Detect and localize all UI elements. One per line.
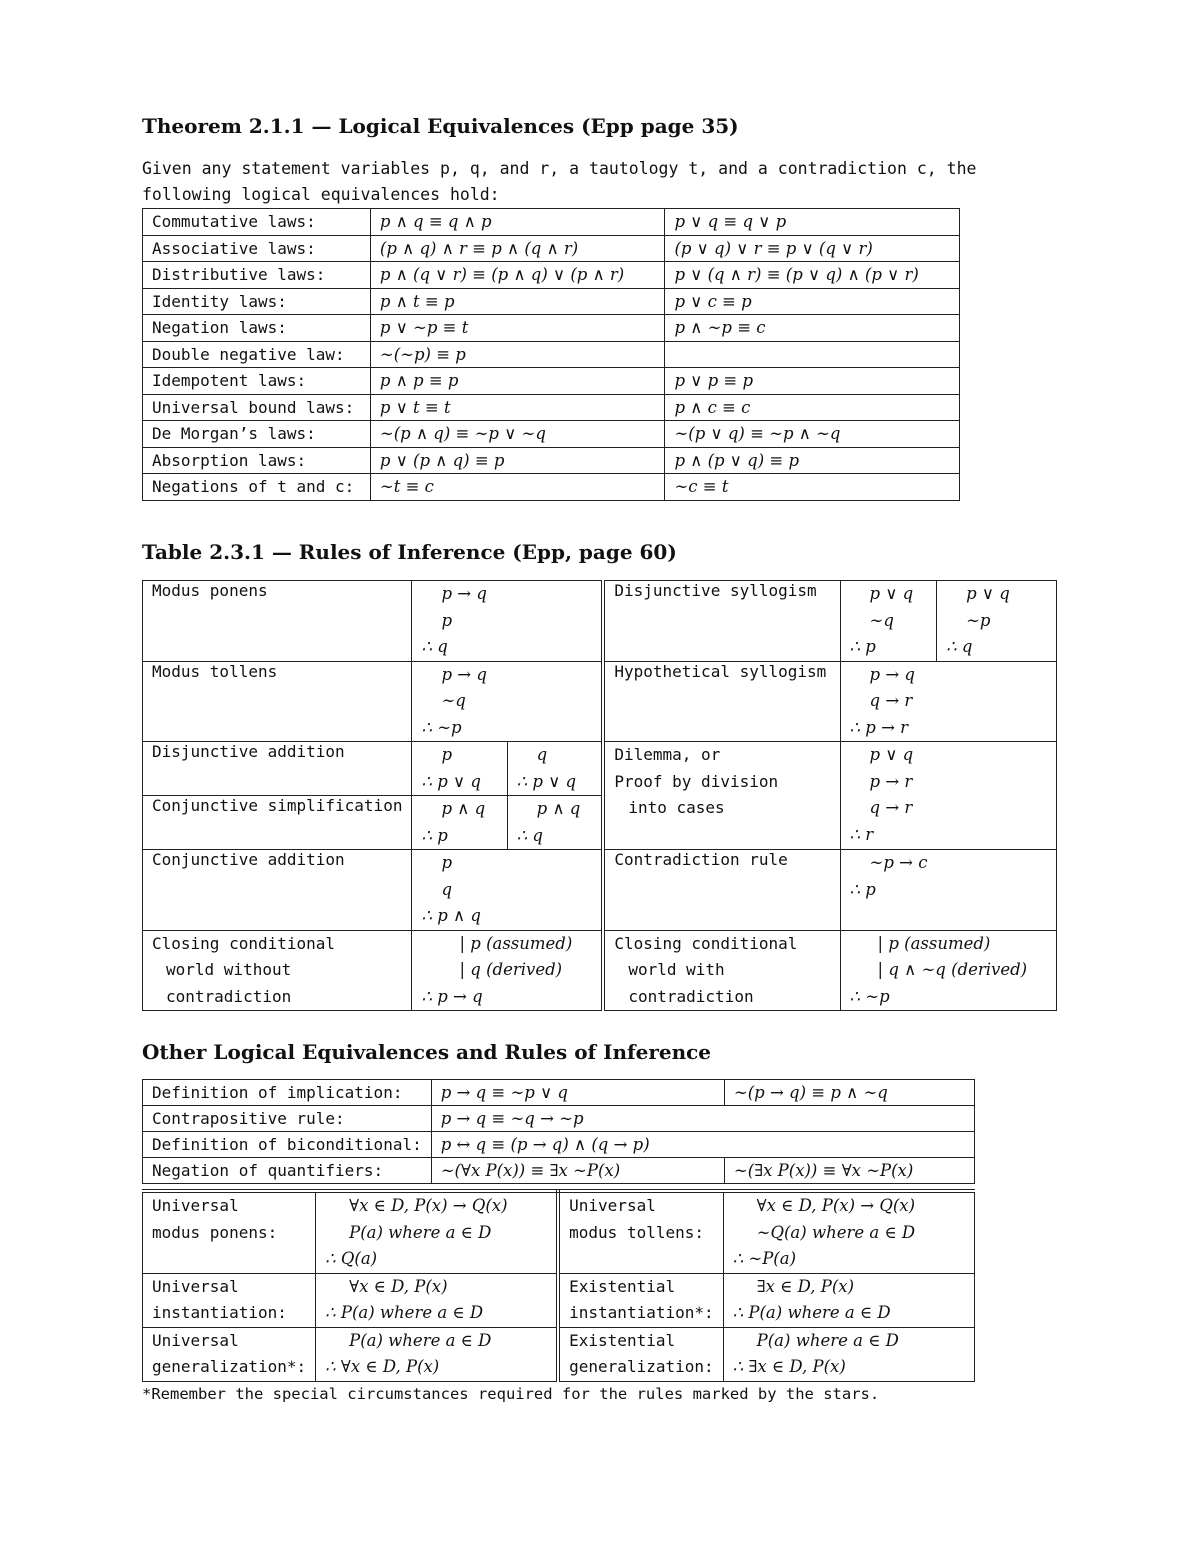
law-right: ∼(p ∨ q) ≡ ∼p ∧ ∼q bbox=[665, 421, 960, 448]
rule-conclusion: ∴ p bbox=[849, 879, 876, 899]
rule-conclusion: ∴ p → q bbox=[421, 986, 483, 1006]
disjunctive-addition-form-b bbox=[507, 742, 603, 796]
disjunctive-syllogism-form-b bbox=[937, 581, 1057, 662]
closing-with-label bbox=[603, 930, 840, 1011]
rule-line: q → r bbox=[869, 691, 913, 710]
rule-line: P(a) where a ∈ D bbox=[756, 1330, 899, 1350]
law-row bbox=[143, 209, 960, 236]
rule-line: | q (derived) bbox=[459, 960, 563, 979]
law-right: p ∧ c ≡ c bbox=[665, 394, 960, 421]
closing-without-label bbox=[143, 930, 412, 1011]
universal-inst-form bbox=[316, 1273, 559, 1327]
def-biconditional-label: Definition of biconditional: bbox=[143, 1132, 432, 1158]
rule-conclusion: ∴ q bbox=[946, 637, 973, 656]
rule-conclusion: ∴ Q(a) bbox=[325, 1249, 378, 1268]
dilemma-label bbox=[603, 742, 840, 850]
contradiction-rule-form bbox=[840, 850, 1056, 931]
label-line: into cases bbox=[628, 798, 725, 817]
law-right bbox=[665, 341, 960, 368]
rule-line: p → q bbox=[441, 664, 487, 684]
label-line: Universal bbox=[152, 1276, 239, 1296]
other-equivalences-table bbox=[142, 1079, 975, 1184]
universal-inst-label bbox=[143, 1273, 316, 1327]
label-line: instantiation: bbox=[152, 1303, 287, 1322]
negation-quantifiers-right: ∼(∃x P(x)) ≡ ∀x ∼P(x) bbox=[724, 1158, 974, 1184]
rule-conclusion: ∴ p bbox=[849, 637, 876, 656]
law-row bbox=[143, 368, 960, 395]
label-line: modus tollens: bbox=[569, 1222, 704, 1242]
label-line: generalization*: bbox=[152, 1357, 307, 1376]
law-right: p ∨ q ≡ q ∨ p bbox=[665, 209, 960, 236]
def-implication-label: Definition of implication: bbox=[143, 1080, 432, 1106]
def-implication-left: p → q ≡ ∼p ∨ q bbox=[431, 1080, 724, 1106]
rule-conclusion: ∴ q bbox=[421, 637, 448, 656]
existential-inst-form bbox=[723, 1273, 974, 1327]
disjunctive-syllogism-form-a bbox=[840, 581, 937, 662]
inference-title: Table 2.3.1 — Rules of Inference (Epp, page 60) bbox=[142, 540, 677, 564]
law-name: Commutative laws: bbox=[143, 209, 371, 236]
rule-conclusion: ∴ ∀x ∈ D, P(x) bbox=[325, 1357, 440, 1376]
universal-mp-form bbox=[316, 1191, 559, 1273]
footnote: *Remember the special circumstances required for the rules marked by the stars. bbox=[142, 1385, 880, 1403]
rule-conclusion: ∴ q bbox=[516, 825, 543, 845]
label-line: instantiation*: bbox=[569, 1303, 714, 1322]
rule-line: ∼Q(a) where a ∈ D bbox=[756, 1222, 916, 1242]
contrapositive-value: p → q ≡ ∼q → ∼p bbox=[431, 1106, 974, 1132]
label-line: world with bbox=[628, 960, 725, 979]
label-line: Closing conditional bbox=[152, 933, 336, 953]
rule-conclusion: ∴ P(a) where a ∈ D bbox=[325, 1303, 484, 1322]
law-row bbox=[143, 421, 960, 448]
universal-gen-label bbox=[143, 1327, 316, 1381]
rule-conclusion: ∴ r bbox=[849, 824, 874, 844]
label-line: Closing conditional bbox=[614, 933, 798, 953]
law-row bbox=[143, 447, 960, 474]
rule-line: ∃x ∈ D, P(x) bbox=[756, 1276, 855, 1296]
conjunctive-simplification-form-a bbox=[412, 796, 507, 850]
rule-line: p ∨ q bbox=[966, 584, 1010, 603]
law-name: Absorption laws: bbox=[143, 447, 371, 474]
label-line: contradiction bbox=[628, 986, 754, 1006]
existential-gen-form bbox=[723, 1327, 974, 1381]
rule-line: | p (assumed) bbox=[459, 933, 573, 953]
contrapositive-label: Contrapositive rule: bbox=[143, 1106, 432, 1132]
rule-line: p ∧ q bbox=[441, 799, 486, 818]
universal-mt-form bbox=[723, 1191, 974, 1273]
universal-mt-label bbox=[558, 1191, 723, 1273]
def-implication-right: ∼(p → q) ≡ p ∧ ∼q bbox=[724, 1080, 974, 1106]
law-right: p ∨ p ≡ p bbox=[665, 368, 960, 395]
label-line: Existential bbox=[569, 1330, 676, 1350]
law-name: Distributive laws: bbox=[143, 262, 371, 289]
theorem-intro: Given any statement variables p, q, and r, a tautology t, and a contradiction c, the following logical equivalences hold: bbox=[142, 159, 977, 204]
rule-conclusion: ∴ p bbox=[421, 825, 448, 845]
rule-line: ∼q bbox=[441, 691, 466, 710]
rule-line: ∼q bbox=[869, 610, 894, 630]
rule-line: q bbox=[441, 879, 453, 899]
rule-conclusion: ∴ p ∨ q bbox=[421, 771, 481, 791]
rule-line: q bbox=[536, 745, 548, 764]
quantifier-rules-table bbox=[142, 1189, 975, 1382]
rule-line: p ∨ q bbox=[869, 584, 914, 603]
contradiction-rule-label: Contradiction rule bbox=[603, 850, 840, 931]
rule-conclusion: ∴ ∃x ∈ D, P(x) bbox=[732, 1357, 846, 1376]
rule-line: ∀x ∈ D, P(x) bbox=[349, 1276, 448, 1296]
rule-line: p bbox=[441, 853, 453, 872]
rule-line: ∼p bbox=[966, 610, 991, 630]
rule-line: p → q bbox=[441, 584, 487, 603]
rule-conclusion: ∴ ∼P(a) bbox=[732, 1249, 797, 1268]
hypothetical-syllogism-form bbox=[840, 661, 1056, 742]
law-left: p ∨ ∼p ≡ t bbox=[370, 315, 665, 342]
rule-conclusion: ∴ p → r bbox=[849, 717, 909, 737]
rule-line: ∼p → c bbox=[869, 853, 928, 872]
law-name: Double negative law: bbox=[143, 341, 371, 368]
law-right: p ∧ ∼p ≡ c bbox=[665, 315, 960, 342]
universal-mp-label bbox=[143, 1191, 316, 1273]
law-name: Negations of t and c: bbox=[143, 474, 371, 501]
label-line: Proof by division bbox=[614, 771, 779, 791]
law-left: p ∨ (p ∧ q) ≡ p bbox=[370, 447, 665, 474]
rule-line: p bbox=[441, 610, 453, 630]
law-row bbox=[143, 262, 960, 289]
modus-tollens-form bbox=[412, 661, 603, 742]
law-left: ∼(p ∧ q) ≡ ∼p ∨ ∼q bbox=[370, 421, 665, 448]
law-name: Universal bound laws: bbox=[143, 394, 371, 421]
existential-inst-label bbox=[558, 1273, 723, 1327]
law-row bbox=[143, 315, 960, 342]
dilemma-form bbox=[840, 742, 1056, 850]
law-left: p ∨ t ≡ t bbox=[370, 394, 665, 421]
law-name: Identity laws: bbox=[143, 288, 371, 315]
modus-tollens-label: Modus tollens bbox=[143, 661, 412, 742]
conjunctive-simplification-form-b bbox=[507, 796, 603, 850]
negation-quantifiers-label: Negation of quantifiers: bbox=[143, 1158, 432, 1184]
law-name: De Morgan’s laws: bbox=[143, 421, 371, 448]
conjunctive-addition-label: Conjunctive addition bbox=[143, 850, 412, 931]
rule-line: P(a) where a ∈ D bbox=[349, 1330, 492, 1350]
conjunctive-addition-form bbox=[412, 850, 603, 931]
law-name: Negation laws: bbox=[143, 315, 371, 342]
law-right: p ∨ c ≡ p bbox=[665, 288, 960, 315]
label-line: modus ponens: bbox=[152, 1222, 278, 1242]
theorem-title: Theorem 2.1.1 — Logical Equivalences (Epp page 35) bbox=[142, 114, 739, 138]
rule-conclusion: ∴ p ∨ q bbox=[516, 771, 577, 791]
law-row bbox=[143, 394, 960, 421]
label-line: Dilemma, or bbox=[614, 745, 721, 764]
rule-line: p ∧ q bbox=[536, 799, 581, 818]
law-right: ∼c ≡ t bbox=[665, 474, 960, 501]
closing-without-form bbox=[412, 930, 603, 1011]
law-right: (p ∨ q) ∨ r ≡ p ∨ (q ∨ r) bbox=[665, 235, 960, 262]
rule-line: ∀x ∈ D, P(x) → Q(x) bbox=[756, 1196, 916, 1215]
label-line: Existential bbox=[569, 1276, 676, 1296]
rule-line: ∀x ∈ D, P(x) → Q(x) bbox=[349, 1196, 508, 1215]
label-line: Universal bbox=[152, 1196, 239, 1215]
rule-line: q → r bbox=[869, 798, 913, 817]
law-left: (p ∧ q) ∧ r ≡ p ∧ (q ∧ r) bbox=[370, 235, 665, 262]
label-line: world without bbox=[166, 960, 292, 979]
hypothetical-syllogism-label: Hypothetical syllogism bbox=[603, 661, 840, 742]
law-row bbox=[143, 288, 960, 315]
equivalences-table bbox=[142, 208, 960, 501]
rule-line: p bbox=[441, 745, 453, 764]
label-line: contradiction bbox=[166, 986, 292, 1006]
law-left: ∼(∼p) ≡ p bbox=[370, 341, 665, 368]
rule-line: P(a) where a ∈ D bbox=[349, 1222, 492, 1242]
rule-conclusion: ∴ ∼p bbox=[421, 717, 462, 737]
law-row bbox=[143, 341, 960, 368]
rule-line: p → r bbox=[869, 771, 913, 791]
rule-conclusion: ∴ ∼p bbox=[849, 986, 890, 1006]
label-line: generalization: bbox=[569, 1357, 714, 1376]
inference-table bbox=[142, 580, 1057, 1011]
rule-line: p → q bbox=[869, 664, 915, 684]
law-left: p ∧ t ≡ p bbox=[370, 288, 665, 315]
disjunctive-addition-label: Disjunctive addition bbox=[143, 742, 412, 796]
law-left: p ∧ (q ∨ r) ≡ (p ∧ q) ∨ (p ∧ r) bbox=[370, 262, 665, 289]
modus-ponens-form bbox=[412, 581, 603, 662]
label-line: Universal bbox=[152, 1330, 239, 1350]
rule-conclusion: ∴ P(a) where a ∈ D bbox=[732, 1303, 891, 1322]
law-row bbox=[143, 474, 960, 501]
law-left: p ∧ q ≡ q ∧ p bbox=[370, 209, 665, 236]
modus-ponens-label: Modus ponens bbox=[143, 581, 412, 662]
law-name: Idempotent laws: bbox=[143, 368, 371, 395]
rule-conclusion: ∴ p ∧ q bbox=[421, 906, 481, 925]
label-line: Universal bbox=[569, 1196, 656, 1215]
rule-line: | q ∧ ∼q (derived) bbox=[877, 960, 1028, 979]
rule-line: | p (assumed) bbox=[877, 933, 991, 953]
negation-quantifiers-left: ∼(∀x P(x)) ≡ ∃x ∼P(x) bbox=[431, 1158, 724, 1184]
law-name: Associative laws: bbox=[143, 235, 371, 262]
def-biconditional-value: p ↔ q ≡ (p → q) ∧ (q → p) bbox=[431, 1132, 974, 1158]
law-right: p ∨ (q ∧ r) ≡ (p ∨ q) ∧ (p ∨ r) bbox=[665, 262, 960, 289]
other-title: Other Logical Equivalences and Rules of Inference bbox=[142, 1040, 712, 1064]
conjunctive-simplification-label: Conjunctive simplification bbox=[143, 796, 412, 850]
law-right: p ∧ (p ∨ q) ≡ p bbox=[665, 447, 960, 474]
law-left: p ∧ p ≡ p bbox=[370, 368, 665, 395]
disjunctive-addition-form-a bbox=[412, 742, 507, 796]
law-row bbox=[143, 235, 960, 262]
rule-line: p ∨ q bbox=[869, 745, 914, 764]
closing-with-form bbox=[840, 930, 1056, 1011]
universal-gen-form bbox=[316, 1327, 559, 1381]
disjunctive-syllogism-label: Disjunctive syllogism bbox=[603, 581, 840, 662]
law-left: ∼t ≡ c bbox=[370, 474, 665, 501]
existential-gen-label bbox=[558, 1327, 723, 1381]
